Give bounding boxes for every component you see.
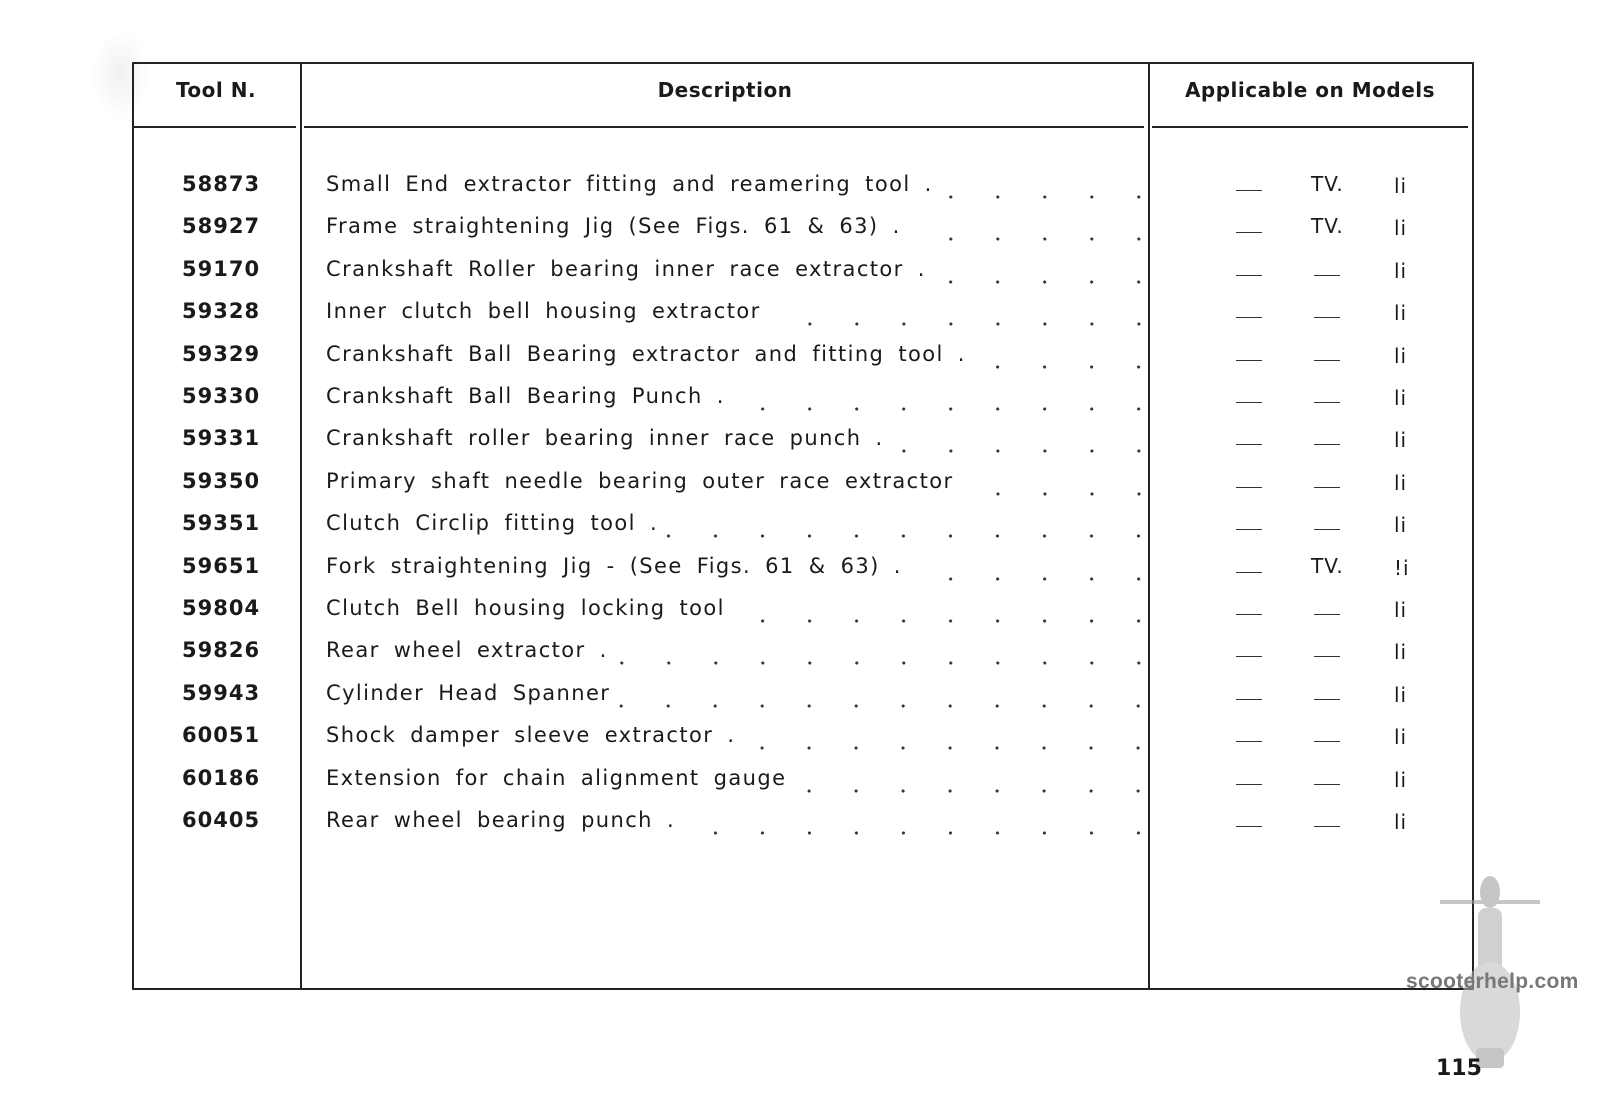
header-rule-3 — [1152, 126, 1468, 128]
header-rule-1 — [134, 126, 296, 128]
tool-description — [326, 638, 1162, 668]
model-3-value: li — [1394, 513, 1408, 538]
model-2-value: TV. — [1311, 172, 1344, 196]
dot-leader — [794, 766, 1162, 794]
model-2-dash — [1314, 614, 1340, 615]
tool-number: 58873 — [182, 172, 261, 196]
tool-description — [326, 257, 1162, 287]
model-2-dash — [1314, 826, 1340, 827]
dot-leader — [962, 469, 1162, 497]
tool-description-text: Rear wheel bearing punch . — [326, 808, 683, 838]
tool-description — [326, 511, 1162, 541]
model-3-value: li — [1394, 301, 1408, 326]
table-row — [0, 426, 1600, 468]
table-row — [0, 511, 1600, 553]
model-2-value: TV. — [1311, 553, 1344, 578]
model-1-dash — [1236, 360, 1262, 361]
model-1-dash — [1236, 656, 1262, 657]
tool-description — [326, 808, 1162, 838]
tool-number: 59651 — [182, 553, 261, 578]
model-3-value: li — [1394, 810, 1408, 834]
model-1-dash — [1236, 784, 1262, 785]
tool-description-text: Small End extractor fitting and reamering tool . — [326, 172, 941, 202]
tool-description-text: Crankshaft Ball Bearing extractor and fitting tool . — [326, 342, 974, 372]
tool-description — [326, 342, 1162, 372]
model-2-dash — [1314, 784, 1340, 785]
model-3-value: li — [1394, 598, 1408, 622]
dot-leader — [743, 723, 1162, 751]
table-row — [0, 723, 1600, 765]
model-2-dash — [1314, 529, 1340, 530]
model-1-dash — [1236, 275, 1262, 276]
model-1-dash — [1236, 444, 1262, 445]
header-rule-2 — [304, 126, 1144, 128]
model-3-value: li — [1394, 258, 1408, 283]
tool-number: 59804 — [182, 596, 261, 620]
table-row — [0, 681, 1600, 723]
model-2-dash — [1314, 444, 1340, 445]
model-1-dash — [1236, 572, 1262, 573]
tool-number: 59350 — [182, 468, 261, 493]
tool-description-text: Crankshaft Ball Bearing Punch . — [326, 384, 733, 414]
table-row — [0, 638, 1600, 680]
tool-description-text: Shock damper sleeve extractor . — [326, 723, 743, 753]
table-row — [0, 469, 1600, 511]
model-2-dash — [1314, 699, 1340, 700]
tool-description — [326, 554, 1162, 584]
tool-description-text: Clutch Bell housing locking tool — [326, 596, 733, 626]
tool-number: 60186 — [182, 765, 261, 790]
tool-description-text: Frame straightening Jig (See Figs. 61 & 63) . — [326, 214, 909, 244]
table-row — [0, 214, 1600, 256]
model-2-dash — [1314, 360, 1340, 361]
page-number: 115 — [1436, 1056, 1482, 1081]
tool-number: 60405 — [182, 808, 261, 832]
watermark-text: scooterhelp.com — [1406, 970, 1579, 993]
dot-leader — [909, 214, 1162, 242]
tool-description-text: Inner clutch bell housing extractor — [326, 299, 769, 329]
tool-number: 59328 — [182, 299, 261, 324]
table-row — [0, 299, 1600, 341]
tool-description-text: Rear wheel extractor . — [326, 638, 616, 668]
dot-leader — [769, 299, 1162, 327]
tool-description — [326, 596, 1162, 626]
table-row — [0, 257, 1600, 299]
tool-description — [326, 426, 1162, 456]
model-1-dash — [1236, 232, 1262, 233]
dot-leader — [618, 681, 1162, 709]
tool-description-text: Crankshaft Roller bearing inner race extractor . — [326, 257, 934, 287]
model-2-dash — [1314, 741, 1340, 742]
model-3-value: li — [1394, 682, 1408, 707]
tool-description — [326, 766, 1162, 796]
model-3-value: li — [1394, 216, 1408, 241]
model-1-dash — [1236, 402, 1262, 403]
model-3-value: li — [1394, 343, 1408, 368]
tool-description-text: Fork straightening Jig - (See Figs. 61 & 63) . — [326, 554, 910, 584]
model-3-value: li — [1394, 386, 1408, 410]
dot-leader — [683, 808, 1162, 836]
dot-leader — [892, 426, 1162, 454]
tool-number: 58927 — [182, 214, 261, 239]
dot-leader — [941, 172, 1162, 200]
tool-number: 59331 — [182, 426, 261, 451]
dot-leader — [733, 384, 1162, 412]
tool-number: 60051 — [182, 723, 261, 748]
model-2-dash — [1314, 317, 1340, 318]
model-1-dash — [1236, 190, 1262, 191]
model-1-dash — [1236, 317, 1262, 318]
dot-leader — [666, 511, 1162, 539]
table-row — [0, 384, 1600, 426]
model-2-dash — [1314, 275, 1340, 276]
model-3-value: li — [1394, 767, 1408, 792]
table-row — [0, 808, 1600, 850]
model-3-value: li — [1394, 428, 1408, 453]
tool-description — [326, 299, 1162, 329]
tool-description — [326, 384, 1162, 414]
tool-description — [326, 172, 1162, 202]
model-2-dash — [1314, 402, 1340, 403]
header-tool-no: Tool N. — [175, 78, 257, 102]
tool-description-text: Primary shaft needle bearing outer race extractor — [326, 469, 962, 499]
model-1-dash — [1236, 529, 1262, 530]
model-1-dash — [1236, 741, 1262, 742]
dot-leader — [910, 554, 1162, 582]
model-2-value: TV. — [1311, 214, 1344, 239]
dot-leader — [974, 342, 1162, 370]
header-description: Description — [657, 78, 793, 102]
table-row — [0, 554, 1600, 596]
model-3-value: li — [1394, 470, 1408, 495]
header-models: Applicable on Models — [1184, 78, 1436, 102]
model-1-dash — [1236, 614, 1262, 615]
tool-description — [326, 214, 1162, 244]
tool-description-text: Cylinder Head Spanner — [326, 681, 618, 711]
table-row — [0, 766, 1600, 808]
model-3-value: li — [1394, 174, 1408, 198]
tool-number: 59943 — [182, 680, 261, 705]
table-row — [0, 342, 1600, 384]
model-2-dash — [1314, 656, 1340, 657]
tool-number: 59330 — [182, 384, 261, 408]
dot-leader — [934, 257, 1162, 285]
tool-description — [326, 681, 1162, 711]
tool-number: 59329 — [182, 341, 261, 366]
model-2-dash — [1314, 487, 1340, 488]
tool-number: 59351 — [182, 511, 261, 536]
table-row — [0, 172, 1600, 214]
model-1-dash — [1236, 699, 1262, 700]
tool-description — [326, 469, 1162, 499]
model-3-value: li — [1394, 725, 1408, 750]
tool-description-text: Crankshaft roller bearing inner race punch . — [326, 426, 892, 456]
tool-description-text: Extension for chain alignment gauge — [326, 766, 794, 796]
dot-leader — [733, 596, 1162, 624]
model-1-dash — [1236, 487, 1262, 488]
model-1-dash — [1236, 826, 1262, 827]
table-row — [0, 596, 1600, 638]
model-3-value: !i — [1394, 555, 1410, 580]
dot-leader — [616, 638, 1162, 666]
model-3-value: li — [1394, 640, 1408, 665]
tool-number: 59170 — [182, 256, 261, 281]
tool-description — [326, 723, 1162, 753]
tool-number: 59826 — [182, 638, 261, 663]
tool-description-text: Clutch Circlip fitting tool . — [326, 511, 666, 541]
